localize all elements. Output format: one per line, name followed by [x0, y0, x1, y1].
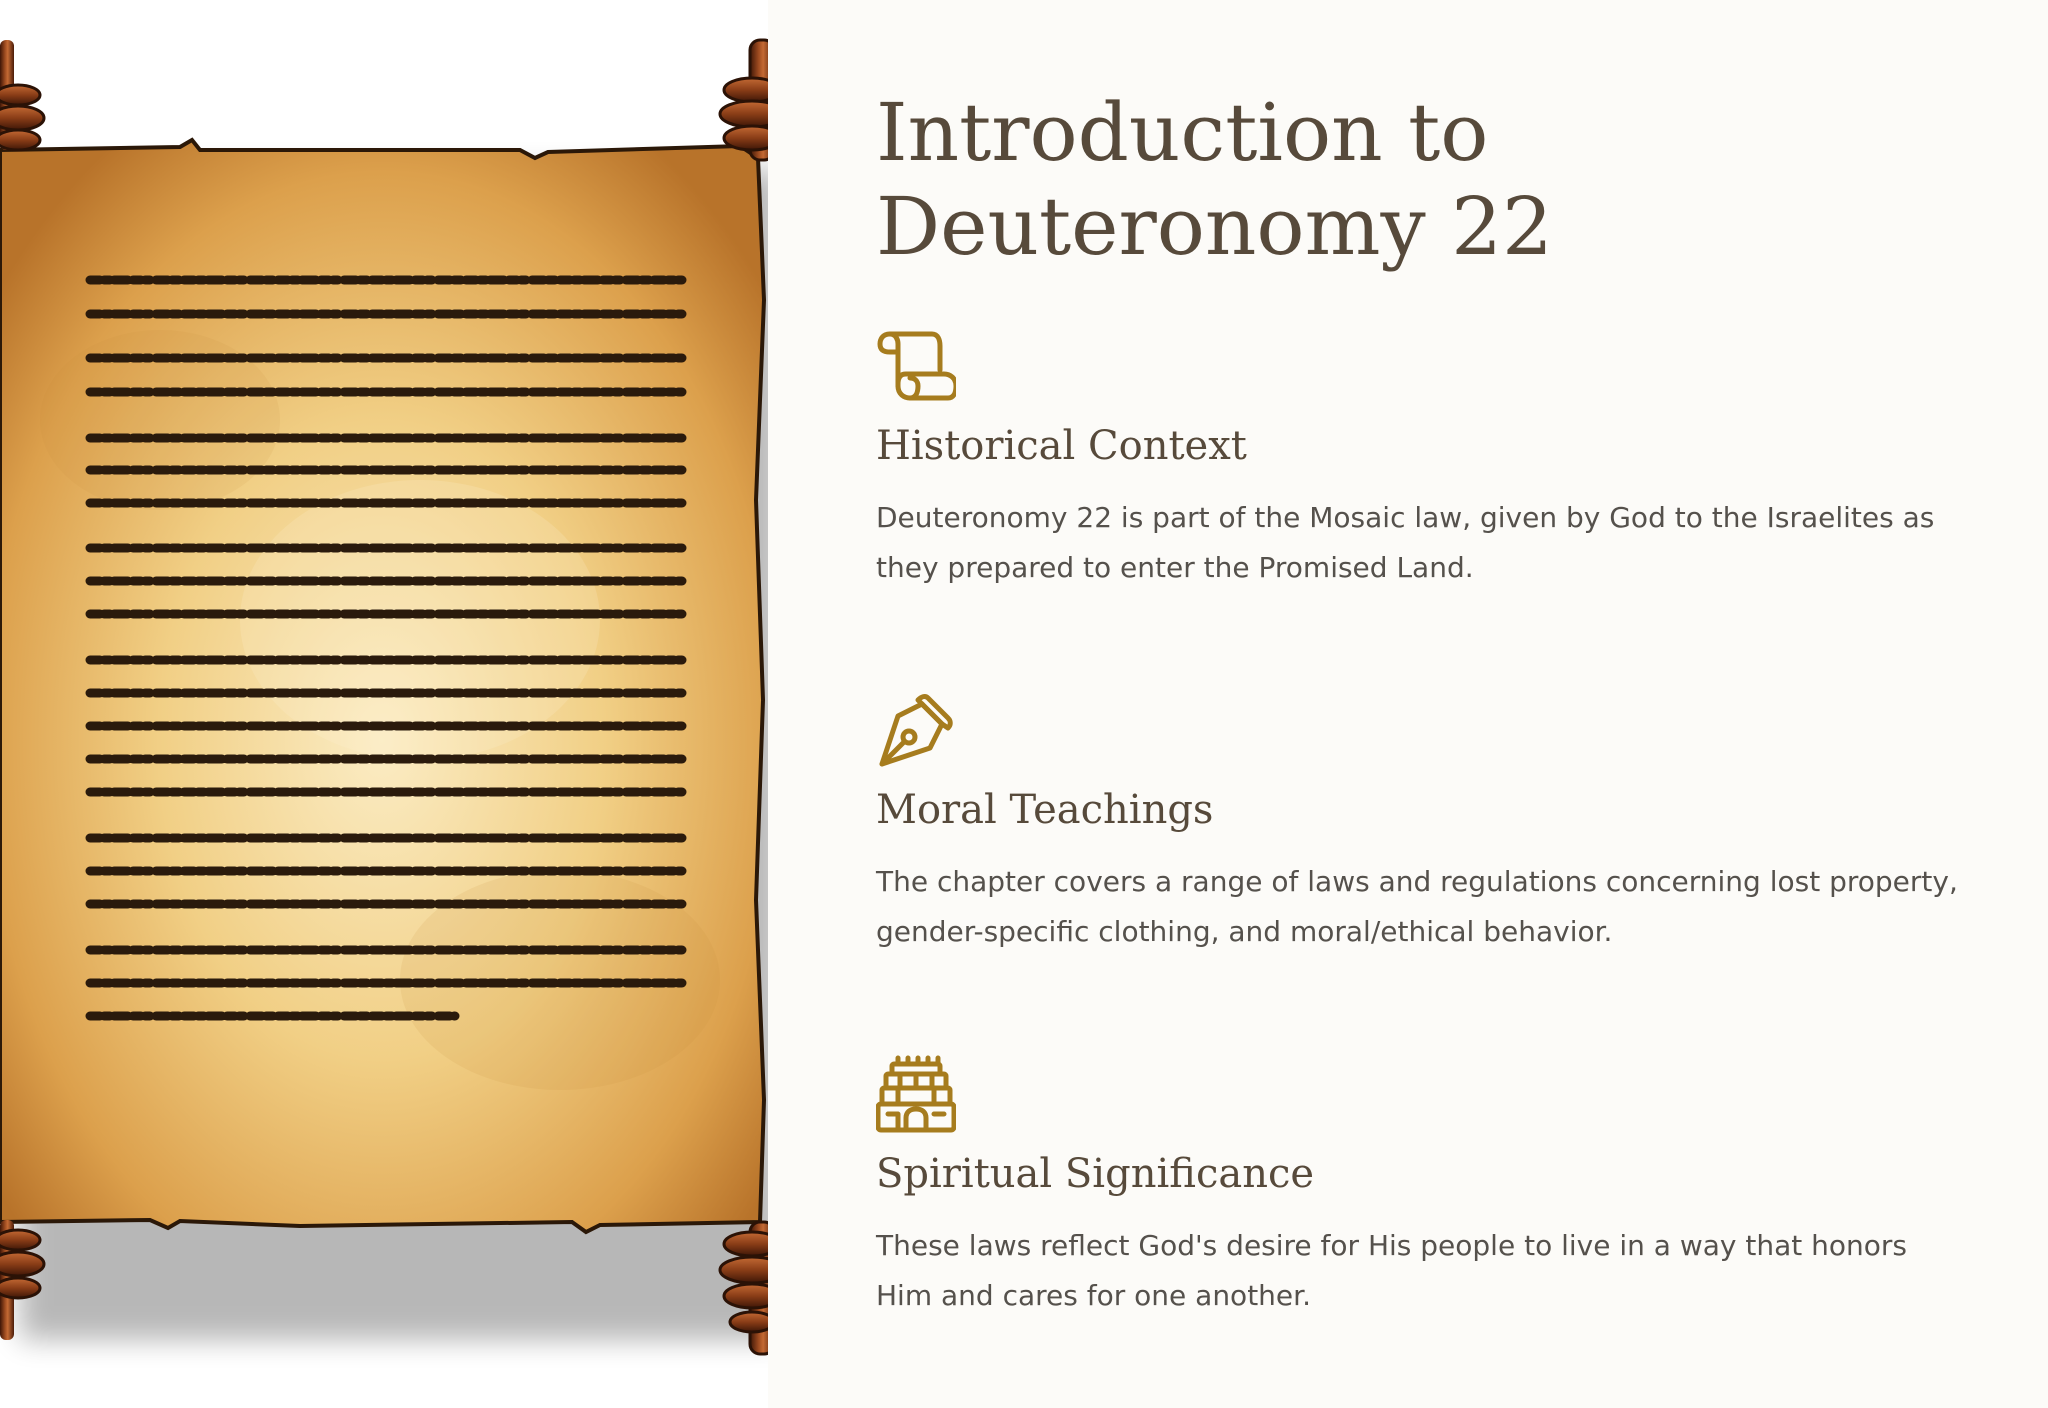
- section-text: Deuteronomy 22 is part of the Mosaic law, given by God to the Israelites as they prepared to enter the Promised Land.: [876, 501, 1935, 584]
- parchment-highlight: [240, 480, 600, 760]
- content-panel: [768, 0, 2048, 1408]
- scroll-illustration: [0, 0, 768, 1408]
- section-text: The chapter covers a range of laws and regulations concerning lost property, gender-specific clothing, and moral/ethical behavior.: [876, 865, 1958, 948]
- fountain-pen-icon: [876, 690, 956, 770]
- section-heading: Spiritual Significance: [876, 1151, 1315, 1197]
- scroll-icon: [876, 326, 956, 406]
- temple-icon: [876, 1054, 956, 1134]
- section-heading: Moral Teachings: [876, 787, 1214, 833]
- scroll-roller: [0, 40, 44, 150]
- scroll-roller: [720, 40, 768, 160]
- page-title: Introduction to Deuteronomy 22: [876, 86, 1553, 273]
- section-heading: Historical Context: [876, 423, 1247, 469]
- scroll-image: [0, 0, 768, 1408]
- section-text: These laws reflect God's desire for His people to live in a way that honors Him and cares for one another.: [876, 1229, 1907, 1312]
